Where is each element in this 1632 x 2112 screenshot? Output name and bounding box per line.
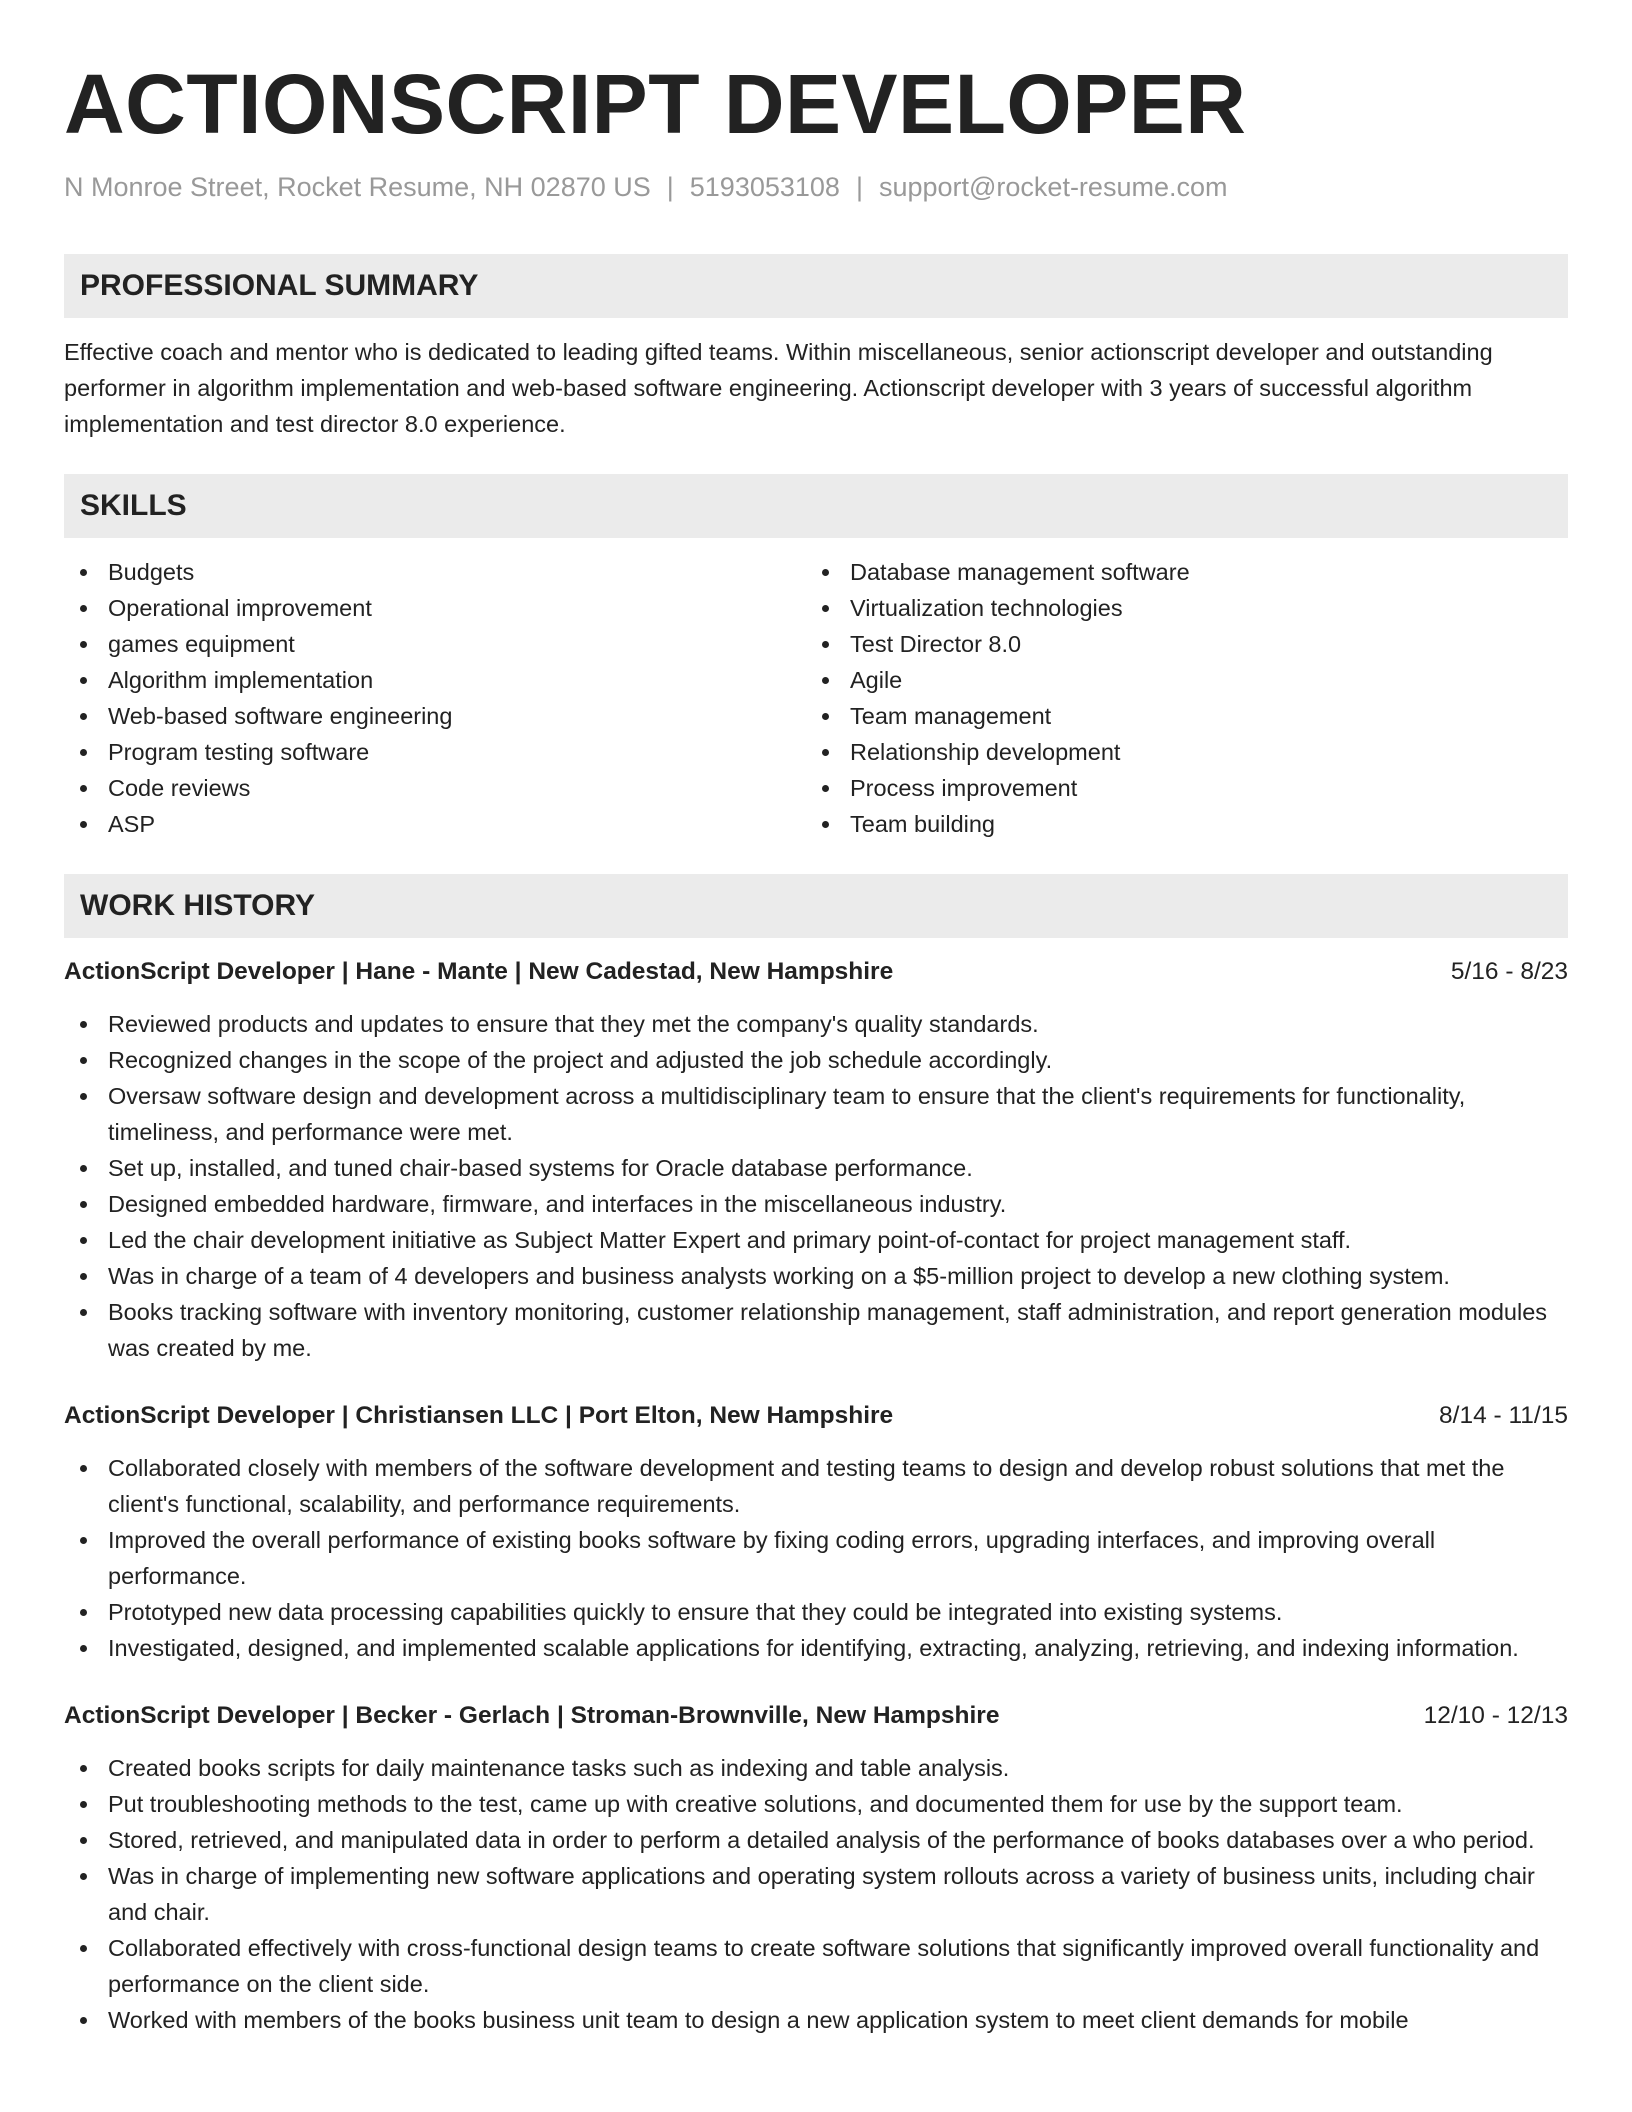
job-bullets	[64, 1750, 1568, 2038]
contact-separator: |	[666, 172, 674, 202]
job-bullets	[64, 1006, 1568, 1366]
job-bullets	[64, 1450, 1568, 1666]
job-bullet: Prototyped new data processing capabilities quickly to ensure that they could be integrated into existing systems.	[64, 1594, 1568, 1630]
contact-separator: |	[855, 172, 863, 202]
job-bullet: Created books scripts for daily maintenance tasks such as indexing and table analysis.	[64, 1750, 1568, 1786]
skill-item: Database management software	[806, 554, 1548, 590]
job-bullet: Oversaw software design and development across a multidisciplinary team to ensure that the client's requirements for functionality, timeliness, and performance were met.	[64, 1078, 1568, 1150]
job-header	[64, 1698, 1568, 1734]
skill-item: Web-based software engineering	[64, 698, 806, 734]
skills-column-left	[64, 554, 806, 842]
job-bullet: Recognized changes in the scope of the project and adjusted the job schedule accordingly.	[64, 1042, 1568, 1078]
job-entry	[64, 954, 1568, 1366]
job-bullet: Books tracking software with inventory monitoring, customer relationship management, staff administration, and report generation modules was created by me.	[64, 1294, 1568, 1366]
skills-list	[64, 554, 1568, 842]
job-dates: 12/10 - 12/13	[1423, 1702, 1568, 1729]
skill-item: Test Director 8.0	[806, 626, 1548, 662]
skills-column-right	[806, 554, 1548, 842]
contact-address: N Monroe Street, Rocket Resume, NH 02870 US	[64, 172, 651, 202]
job-bullet: Designed embedded hardware, firmware, and interfaces in the miscellaneous industry.	[64, 1186, 1568, 1222]
job-bullet: Was in charge of a team of 4 developers and business analysts working on a $5-million project to develop a new clothing system.	[64, 1258, 1568, 1294]
job-bullet: Was in charge of implementing new software applications and operating system rollouts across a variety of business units, including chair and chair.	[64, 1858, 1568, 1930]
skill-item: Team building	[806, 806, 1548, 842]
skill-item: Code reviews	[64, 770, 806, 806]
skill-item: games equipment	[64, 626, 806, 662]
skill-item: Budgets	[64, 554, 806, 590]
skill-item: Algorithm implementation	[64, 662, 806, 698]
skill-item: Agile	[806, 662, 1548, 698]
summary-heading: PROFESSIONAL SUMMARY	[64, 254, 1568, 318]
work-history-heading: WORK HISTORY	[64, 874, 1568, 938]
summary-text: Effective coach and mentor who is dedicated to leading gifted teams. Within miscellaneous, senior actionscript developer and outstanding performer in algorithm implementation and web-based software engineering. Actionscript developer with 3 years of successful algorithm implementation and test director 8.0 experience.	[64, 339, 1493, 437]
job-bullet: Investigated, designed, and implemented scalable applications for identifying, extracting, analyzing, retrieving, and indexing information.	[64, 1630, 1568, 1666]
job-bullet: Set up, installed, and tuned chair-based systems for Oracle database performance.	[64, 1150, 1568, 1186]
job-dates: 8/14 - 11/15	[1439, 1402, 1568, 1429]
skill-item: Process improvement	[806, 770, 1548, 806]
contact-email: support@rocket-resume.com	[878, 172, 1228, 202]
skill-item: Program testing software	[64, 734, 806, 770]
resume-title: ACTIONSCRIPT DEVELOPER	[64, 57, 1247, 151]
resume-page	[64, 0, 1568, 2038]
job-header	[64, 954, 1568, 990]
job-bullet: Worked with members of the books business unit team to design a new application system to meet client demands for mobile	[64, 2002, 1568, 2038]
skill-item: Virtualization technologies	[806, 590, 1548, 626]
job-bullet: Put troubleshooting methods to the test, came up with creative solutions, and documented them for use by the support team.	[64, 1786, 1568, 1822]
skill-item: Relationship development	[806, 734, 1548, 770]
job-entry	[64, 1698, 1568, 2038]
job-bullet: Improved the overall performance of existing books software by fixing coding errors, upgrading interfaces, and improving overall performance.	[64, 1522, 1568, 1594]
skill-item: ASP	[64, 806, 806, 842]
contact-line	[64, 170, 1568, 204]
skill-item: Operational improvement	[64, 590, 806, 626]
contact-phone: 5193053108	[689, 172, 840, 202]
job-dates: 5/16 - 8/23	[1450, 958, 1568, 985]
skill-item: Team management	[806, 698, 1548, 734]
job-bullet: Collaborated closely with members of the software development and testing teams to design and develop robust solutions that met the client's functional, scalability, and performance requirements.	[64, 1450, 1568, 1522]
skills-heading: SKILLS	[64, 474, 1568, 538]
job-entry	[64, 1398, 1568, 1666]
job-header	[64, 1398, 1568, 1434]
job-bullet: Led the chair development initiative as Subject Matter Expert and primary point-of-contact for project management staff.	[64, 1222, 1568, 1258]
job-title: ActionScript Developer | Hane - Mante | New Cadestad, New Hampshire	[64, 958, 894, 985]
job-bullet: Stored, retrieved, and manipulated data in order to perform a detailed analysis of the performance of books databases over a who period.	[64, 1822, 1568, 1858]
job-bullet: Reviewed products and updates to ensure that they met the company's quality standards.	[64, 1006, 1568, 1042]
job-title: ActionScript Developer | Christiansen LLC | Port Elton, New Hampshire	[64, 1402, 894, 1429]
job-bullet: Collaborated effectively with cross-functional design teams to create software solutions that significantly improved overall functionality and performance on the client side.	[64, 1930, 1568, 2002]
job-title: ActionScript Developer | Becker - Gerlach | Stroman-Brownville, New Hampshire	[64, 1702, 1000, 1729]
